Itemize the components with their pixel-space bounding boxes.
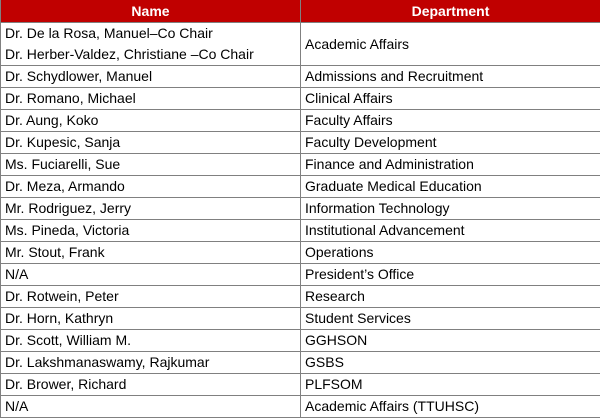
department-cell: GSBS <box>301 351 600 373</box>
name-cell <box>1 219 301 241</box>
table-row <box>1 131 600 153</box>
department-cell: Finance and Administration <box>301 153 600 175</box>
name-cell <box>1 263 301 285</box>
person-name: Ms. Pineda, Victoria <box>5 220 296 241</box>
person-name: Dr. Kupesic, Sanja <box>5 132 296 153</box>
name-cell <box>1 175 301 197</box>
name-cell <box>1 351 301 373</box>
name-cell <box>1 22 301 65</box>
name-cell <box>1 373 301 395</box>
department-cell: Institutional Advancement <box>301 219 600 241</box>
name-cell <box>1 131 301 153</box>
name-cell <box>1 395 301 417</box>
person-name: N/A <box>5 396 296 417</box>
department-cell: Research <box>301 285 600 307</box>
department-cell: Graduate Medical Education <box>301 175 600 197</box>
person-name: Dr. Schydlower, Manuel <box>5 66 296 87</box>
person-name: Dr. Aung, Koko <box>5 110 296 131</box>
header-row <box>1 0 600 22</box>
table-row <box>1 197 600 219</box>
person-name: Mr. Rodriguez, Jerry <box>5 198 296 219</box>
department-cell: Student Services <box>301 307 600 329</box>
name-cell <box>1 153 301 175</box>
person-name: Mr. Stout, Frank <box>5 242 296 263</box>
table-row <box>1 395 600 417</box>
department-cell: Admissions and Recruitment <box>301 65 600 87</box>
department-cell: Academic Affairs <box>301 22 600 65</box>
table-body <box>1 22 600 417</box>
table-row <box>1 65 600 87</box>
person-name: Dr. Herber-Valdez, Christiane –Co Chair <box>5 44 296 65</box>
department-column-header: Department <box>301 0 600 22</box>
person-name: N/A <box>5 264 296 285</box>
department-cell: Clinical Affairs <box>301 87 600 109</box>
name-cell <box>1 241 301 263</box>
name-cell <box>1 307 301 329</box>
table-row <box>1 329 600 351</box>
department-cell: Information Technology <box>301 197 600 219</box>
name-cell <box>1 87 301 109</box>
table-row <box>1 373 600 395</box>
person-name: Dr. Meza, Armando <box>5 176 296 197</box>
table-row <box>1 22 600 65</box>
department-cell: GGHSON <box>301 329 600 351</box>
person-name: Dr. Rotwein, Peter <box>5 286 296 307</box>
department-cell: President’s Office <box>301 263 600 285</box>
table-row <box>1 263 600 285</box>
department-cell: Faculty Development <box>301 131 600 153</box>
department-cell: PLFSOM <box>301 373 600 395</box>
name-cell <box>1 65 301 87</box>
table-row <box>1 87 600 109</box>
person-name: Dr. De la Rosa, Manuel–Co Chair <box>5 23 296 44</box>
person-name: Dr. Scott, William M. <box>5 330 296 351</box>
person-name: Dr. Lakshmanaswamy, Rajkumar <box>5 352 296 373</box>
table-row <box>1 153 600 175</box>
department-cell: Faculty Affairs <box>301 109 600 131</box>
table-header <box>1 0 600 22</box>
department-cell: Academic Affairs (TTUHSC) <box>301 395 600 417</box>
table-row <box>1 285 600 307</box>
table-row <box>1 109 600 131</box>
table-row <box>1 219 600 241</box>
name-cell <box>1 109 301 131</box>
name-cell <box>1 329 301 351</box>
name-cell <box>1 197 301 219</box>
table-row <box>1 175 600 197</box>
table-row <box>1 307 600 329</box>
person-name: Ms. Fuciarelli, Sue <box>5 154 296 175</box>
person-name: Dr. Brower, Richard <box>5 374 296 395</box>
person-name: Dr. Romano, Michael <box>5 88 296 109</box>
person-name: Dr. Horn, Kathryn <box>5 308 296 329</box>
department-cell: Operations <box>301 241 600 263</box>
table-row <box>1 351 600 373</box>
table-row <box>1 241 600 263</box>
name-column-header: Name <box>1 0 301 22</box>
name-cell <box>1 285 301 307</box>
